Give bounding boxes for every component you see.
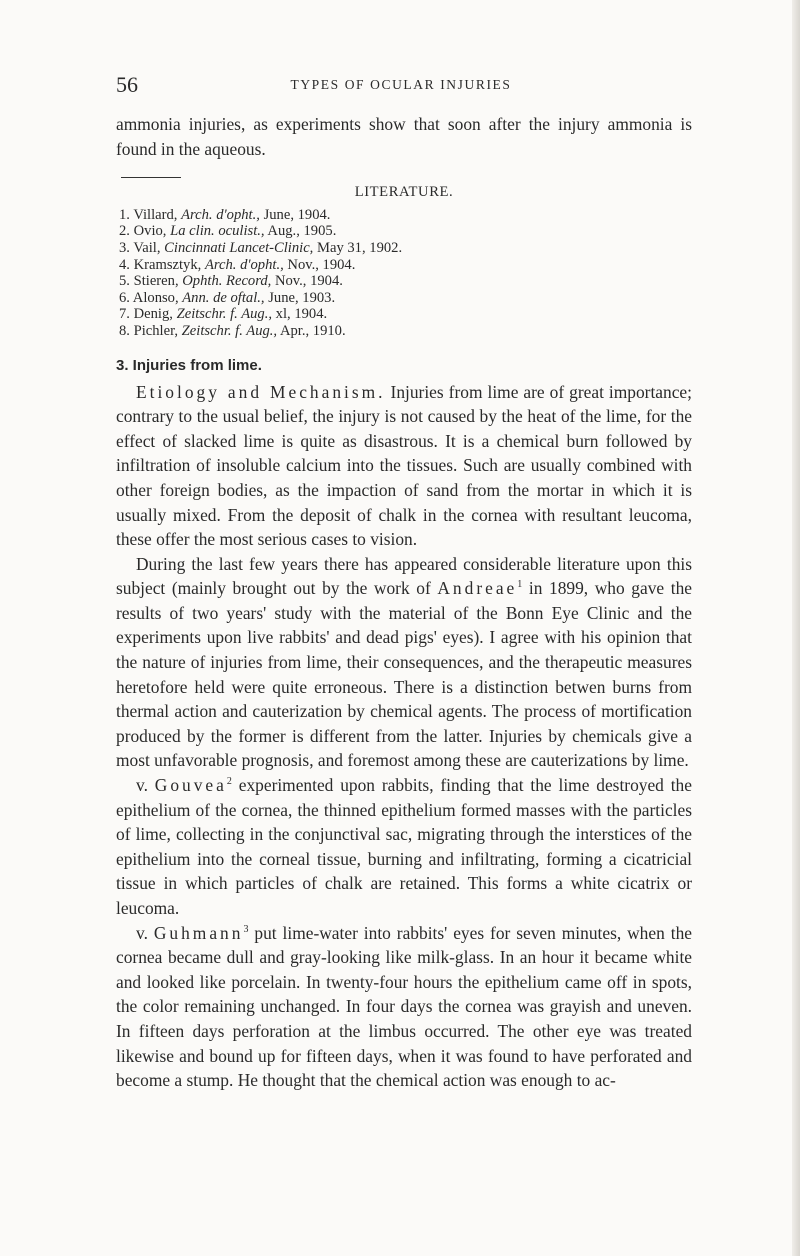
reference-author: Villard, (133, 206, 178, 223)
reference-source: Arch. d'opht., (204, 256, 284, 273)
reference-number: 5. (119, 273, 130, 290)
paragraph-andreae-text-b: in 1899, who gave the results of two years' study with the material of the Bonn Eye Clinic and the experiments upon live rabbits' and dead pigs' eyes). I agree with his opinion that the nature of injuries from lime, their consequences, and the therapeutic measures heretofore held were quite erroneous. There is a distinction betwen burns from thermal action and cauterization by chemical agents. The process of mortification produced by the former is different from the latter. Injuries by chemicals give a most unfavorable prognosis, and foremost among these are cauterizations by lime. (116, 578, 692, 771)
footnote-ref-2: 2 (226, 776, 232, 788)
paragraph-guhmann (116, 921, 692, 1093)
reference-number: 1. (119, 206, 130, 223)
paragraph-gouvea (116, 773, 692, 921)
page-edge-shadow (792, 0, 800, 1256)
reference-source: Ophth. Record, (182, 273, 272, 290)
reference-author: Denig, (133, 306, 173, 323)
reference-item (116, 273, 692, 290)
reference-number: 8. (119, 322, 130, 339)
paragraph-etiology-text: Injuries from lime are of great importance; contrary to the usual belief, the injury is not caused by the heat of the lime, for the effect of slacked lime is quite as disastrous. It is a chemical burn followed by infiltration of insoluble calcium into the tissues. Such are usually combined with other foreign bodies, as the impaction of sand from the mortar in which it is usually mixed. From the deposit of chalk in the cornea with resultant leucoma, these offer the most serious cases to vision. (116, 381, 692, 550)
intro-paragraph: ammonia injuries, as experiments show that soon after the injury ammonia is found in the aqueous. (116, 114, 692, 159)
paragraph-andreae (116, 552, 692, 773)
section-rule (121, 177, 181, 178)
paragraph-gouvea-text: experimented upon rabbits, finding that the lime destroyed the epithelium of the cornea, the thinned epithelium formed masses with the particles of lime, collecting in the conjunctival sac, migrating through the interstices of the epithelium into the corneal tissue, burning and infiltrating, forming a cicatricial tissue in which particles of chalk are retained. This forms a white cicatrix or leucoma. (116, 775, 692, 918)
subhead-etiology: Etiology and Mechanism. (136, 381, 386, 402)
running-title: TYPES OF OCULAR INJURIES (290, 77, 512, 92)
reference-author: Vail, (133, 239, 161, 256)
paragraph-etiology (116, 380, 692, 552)
reference-item (116, 290, 692, 307)
reference-source: Zeitschr. f. Aug., (176, 306, 273, 323)
reference-author: Stieren, (133, 273, 179, 290)
reference-date: Nov., 1904. (287, 256, 356, 273)
reference-date: May 31, 1902. (316, 239, 403, 256)
paragraph-andreae-text-a: During the last few years there has appeared considerable literature upon this subject (mainly brought out by the work of (116, 553, 692, 599)
reference-item (116, 207, 692, 224)
reference-list (116, 207, 692, 340)
reference-item (116, 323, 692, 340)
reference-source: Arch. d'opht., (181, 206, 260, 223)
page-header (116, 72, 686, 102)
reference-date: June, 1903. (268, 289, 336, 306)
reference-date: Aug., 1905. (267, 223, 337, 240)
reference-source: Ann. de oftal., (182, 289, 265, 306)
reference-item (116, 257, 692, 274)
reference-author: Pichler, (133, 322, 179, 339)
prefix-v: v. (136, 775, 148, 796)
reference-date: June, 1904. (263, 206, 331, 223)
reference-source: Zeitschr. f. Aug., (181, 322, 278, 339)
page-number: 56 (116, 72, 138, 97)
reference-date: xl, 1904. (275, 306, 328, 323)
reference-number: 7. (119, 306, 130, 323)
reference-number: 6. (119, 289, 130, 306)
page-body (116, 112, 692, 1093)
section-heading: 3. Injuries from lime. (116, 356, 262, 374)
reference-source: Cincinnati Lancet-Clinic, (164, 239, 314, 256)
footnote-ref-3: 3 (243, 923, 249, 935)
paragraph-guhmann-text: put lime-water into rabbits' eyes for seven minutes, when the cornea became dull and gray-looking like milk-glass. In an hour it became white and looked like porcelain. In twenty-four hours the epithelium came off in spots, the color remaining unchanged. In four days the cornea was grayish and uneven. In fifteen days perforation at the limbus occurred. The other eye was treated likewise and bound up for fifteen days, when it was found to have perforated and become a stump. He thought that the chemical action was enough to ac- (116, 922, 692, 1091)
reference-date: Apr., 1910. (279, 322, 346, 339)
author-guhmann: Guhmann (153, 922, 244, 943)
reference-number: 2. (119, 223, 130, 240)
reference-item (116, 223, 692, 240)
reference-date: Nov., 1904. (274, 273, 343, 290)
reference-source: La clin. oculist., (170, 223, 265, 240)
footnote-ref-1: 1 (517, 579, 523, 591)
reference-number: 4. (119, 256, 130, 273)
reference-author: Alonso, (132, 289, 179, 306)
prefix-v: v. (136, 922, 148, 943)
reference-number: 3. (119, 239, 130, 256)
reference-item (116, 306, 692, 323)
reference-author: Ovio, (133, 223, 167, 240)
reference-author: Kramsztyk, (133, 256, 202, 273)
literature-title: LITERATURE. (354, 184, 454, 201)
reference-item (116, 240, 692, 257)
author-gouvea: Gouvea (154, 775, 227, 796)
author-andreae: Andreae (437, 578, 518, 599)
